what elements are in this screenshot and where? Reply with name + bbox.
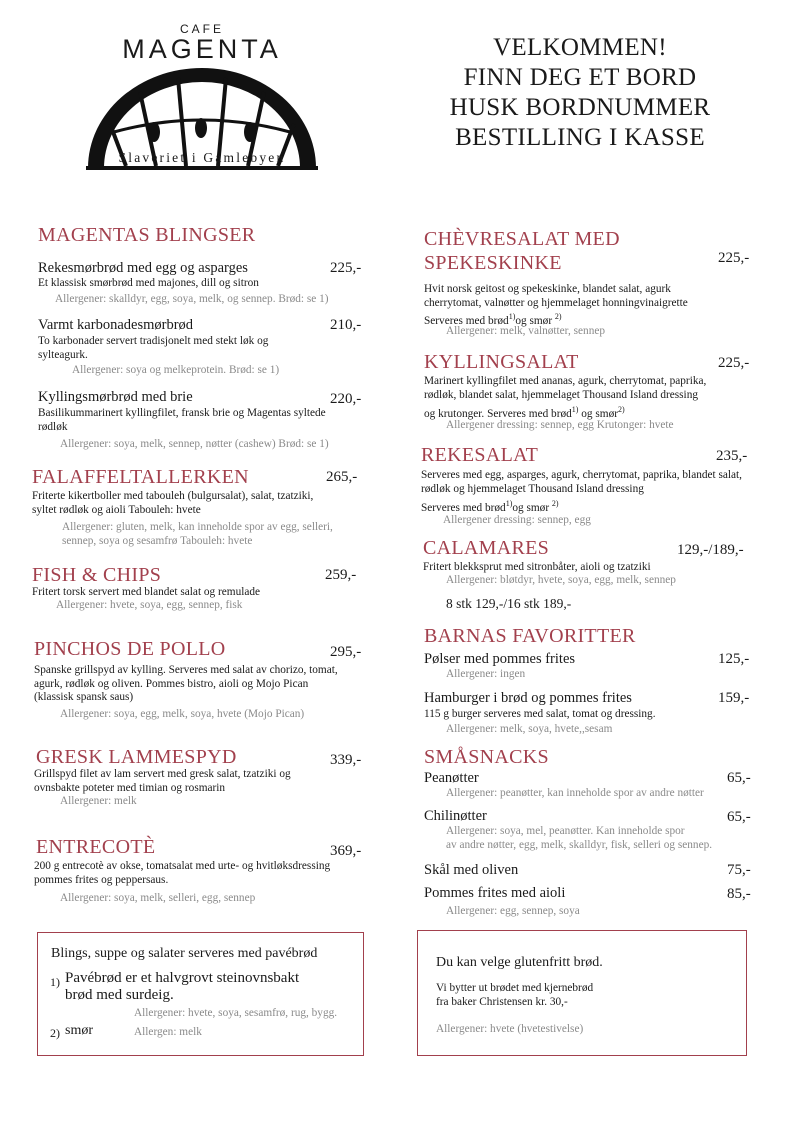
footnote-1-text-b: brød med surdeig. [65, 987, 174, 1003]
item-kyllingsmorbrod: Kyllingsmørbrød med brie [38, 389, 193, 405]
price-kyllingsmorbrod: 220,- [330, 391, 362, 407]
serve-kyllingsalat-butter: og smør [581, 407, 618, 420]
serve-chevresalat-bread: Serveres med brød [424, 314, 509, 327]
glutenfree-title: Du kan velge glutenfritt brød. [436, 955, 603, 970]
desc-rekesalat: Serveres med egg, asparges, agurk, cherrytomat, paprika, blandet salat, rødløk og hjemmelaget Thousand Island dressing [421, 469, 743, 495]
desc-kyllingsmorbrod: Basilikummarinert kyllingfilet, fransk brie og Magentas syltede rødløk [38, 407, 326, 433]
allergen-fish-chips: Allergener: hvete, soya, egg, sennep, fisk [56, 599, 243, 611]
heading-blingser: MAGENTAS BLINGSER [38, 224, 256, 246]
serve-rekesalat-bread: Serveres med brød [421, 501, 506, 514]
glutenfree-line-2: fra baker Christensen kr. 30,- [436, 996, 568, 1008]
footnote-2-ref: 2) [551, 499, 559, 508]
allergen-pinchos: Allergener: soya, egg, melk, soya, hvete (Mojo Pican) [60, 708, 305, 720]
desc-fish-chips: Fritert torsk servert med blandet salat og remulade [32, 586, 261, 598]
serve-chevresalat-butter: og smør [515, 314, 553, 327]
price-pinchos: 295,- [330, 644, 362, 660]
price-falafel: 265,- [326, 469, 358, 485]
allergen-chilinotter-1: Allergener: soya, mel, peanøtter. Kan inneholde spor [446, 825, 685, 837]
allergen-karbonade: Allergener: soya og melkeprotein. Brød: se 1) [72, 364, 280, 376]
price-hamburger: 159,- [718, 690, 750, 706]
glutenfree-allergen: Allergener: hvete (hvetestivelse) [436, 1023, 584, 1035]
allergen-chilinotter-2: av andre nøtter, egg, melk, skalldyr, fisk, selleri og sennep. [446, 839, 713, 851]
heading-chevresalat-line-1: CHÈVRESALAT MED [424, 228, 620, 250]
allergen-rekesalat: Allergener dressing: sennep, egg [443, 514, 591, 526]
desc-entrecote: 200 g entrecotè av okse, tomatsalat med urte- og hvitløksdressing pommes frites og peppersaus. [34, 860, 331, 886]
serve-kyllingsalat-bread: og krutonger. Serveres med brød [424, 407, 572, 420]
desc-chevresalat: Hvit norsk geitost og spekeskinke, blandet salat, agurk cherrytomat, valnøtter og hjemmelaget honningvinaigrette [424, 283, 688, 309]
allergen-hamburger: Allergener: melk, soya, hvete,,sesam [446, 723, 613, 735]
allergen-entrecote: Allergener: soya, melk, selleri, egg, sennep [60, 892, 256, 904]
item-karbonade: Varmt karbonadesmørbrød [38, 317, 194, 333]
allergen-kyllingsmorbrod: Allergener: soya, melk, sennep, nøtter (cashew) Brød: se 1) [60, 438, 329, 450]
price-calamares: 129,-/189,- [677, 542, 744, 558]
welcome-line-2: FINN DEG ET BORD [463, 64, 697, 91]
price-rekesalat: 235,- [716, 448, 748, 464]
allergen-lammespyd: Allergener: melk [60, 795, 137, 807]
heading-falafel: FALAFFELTALLERKEN [32, 466, 249, 488]
allergen-rekesmorbrod: Allergener: skalldyr, egg, soya, melk, og sennep. Brød: se 1) [55, 293, 329, 305]
footnote-1-ref: 1) [505, 499, 513, 508]
item-rekesmorbrod: Rekesmørbrød med egg og asparges [38, 260, 248, 276]
price-chilinotter: 65,- [727, 809, 751, 825]
heading-smasnacks: SMÅSNACKS [424, 746, 549, 768]
allergen-peanotter: Allergener: peanøtter, kan inneholde spor av andre nøtter [446, 787, 704, 799]
logo-cafe: CAFE [179, 22, 224, 36]
footnote-1-number: 1) [50, 975, 60, 989]
welcome-line-3: HUSK BORDNUMMER [449, 94, 711, 121]
welcome-line-4: BESTILLING I KASSE [455, 124, 705, 151]
desc-pinchos: Spanske grillspyd av kylling. Serveres med salat av chorizo, tomat, agurk, rødløk og oliven. Pommes bistro, aioli og Mojo Pican (klassisk spansk saus) [34, 664, 338, 703]
price-peanotter: 65,- [727, 770, 751, 786]
footnote-1-ref: 1) [571, 405, 579, 414]
price-polser: 125,- [718, 651, 750, 667]
allergen-calamares: Allergener: bløtdyr, hvete, soya, egg, melk, sennep [446, 574, 676, 586]
allergen-kyllingsalat: Allergener dressing: sennep, egg Krutonger: hvete [446, 419, 674, 431]
serve-rekesalat [421, 497, 559, 515]
item-polser: Pølser med pommes frites [424, 651, 576, 667]
welcome-line-1: VELKOMMEN! [493, 34, 667, 61]
logo [72, 22, 332, 172]
price-lammespyd: 339,- [330, 752, 362, 768]
glutenfree-box [417, 930, 747, 1056]
price-oliven: 75,- [727, 862, 751, 878]
footnote-2-allergen: Allergen: melk [134, 1026, 202, 1038]
calamares-sizes: 8 stk 129,-/16 stk 189,- [446, 596, 572, 611]
heading-calamares: CALAMARES [423, 537, 550, 559]
item-oliven: Skål med oliven [424, 862, 519, 878]
desc-lammespyd: Grillspyd filet av lam servert med gresk salat, tzatziki og ovnsbakte poteter med timian og rosmarin [34, 768, 291, 794]
glutenfree-line-1: Vi bytter ut brødet med kjernebrød [436, 982, 594, 994]
desc-hamburger: 115 g burger serveres med salat, tomat og dressing. [424, 708, 656, 720]
item-hamburger: Hamburger i brød og pommes frites [424, 690, 632, 706]
heading-rekesalat: REKESALAT [421, 444, 539, 466]
bread-info-box [37, 932, 364, 1056]
allergen-chevresalat: Allergener: melk, valnøtter, sennep [446, 325, 606, 337]
footnote-1-allergen: Allergener: hvete, soya, sesamfrø, rug, bygg. [134, 1007, 338, 1019]
item-pommes-aioli: Pommes frites med aioli [424, 885, 566, 901]
logo-tagline: Slaveriet i Gamlebyen [118, 150, 286, 165]
heading-fish-chips: FISH & CHIPS [32, 564, 162, 586]
price-karbonade: 210,- [330, 317, 362, 333]
price-pommes-aioli: 85,- [727, 886, 751, 902]
price-kyllingsalat: 225,- [718, 355, 750, 371]
footnote-2-ref: 2) [554, 312, 562, 321]
price-fish-chips: 259,- [325, 567, 357, 583]
item-chilinotter: Chilinøtter [424, 808, 487, 824]
footnote-2-number: 2) [50, 1026, 60, 1040]
footnote-1-text-a: Pavébrød er et halvgrovt steinovnsbakt [65, 970, 300, 986]
heading-pinchos: PINCHOS DE POLLO [34, 638, 226, 660]
footnote-2-text: smør [65, 1023, 93, 1038]
item-peanotter: Peanøtter [424, 770, 479, 786]
footnote-1-ref: 1) [508, 312, 516, 321]
heading-barnas-favoritter: BARNAS FAVORITTER [424, 625, 636, 647]
desc-karbonade: To karbonader servert tradisjonelt med stekt løk og sylteagurk. [38, 335, 269, 361]
footnote-2-ref: 2) [617, 405, 625, 414]
welcome-block [420, 33, 740, 153]
serve-rekesalat-butter: og smør [512, 501, 550, 514]
heading-entrecote: ENTRECOTÈ [36, 836, 156, 858]
desc-rekesmorbrod: Et klassisk smørbrød med majones, dill og sitron [38, 277, 259, 289]
price-entrecote: 369,- [330, 843, 362, 859]
desc-falafel: Friterte kikertboller med tabouleh (bulgursalat), salat, tzatziki, syltet rødløk og aioli Tabouleh: hvete [32, 490, 314, 516]
desc-calamares: Fritert blekksprut med sitronbåter, aioli og tzatziki [423, 561, 651, 573]
allergen-polser: Allergener: ingen [446, 668, 526, 680]
heading-chevresalat-line-2: SPEKESKINKE [424, 252, 562, 274]
heading-kyllingsalat: KYLLINGSALAT [424, 351, 579, 373]
heading-chevresalat [424, 227, 620, 275]
allergen-falafel: Allergener: gluten, melk, kan inneholde spor av egg, selleri, sennep, soya og sesamfrø Tabouleh: hvete [62, 521, 333, 547]
allergen-pommes-aioli: Allergener: egg, sennep, soya [446, 905, 580, 917]
price-rekesmorbrod: 225,- [330, 260, 362, 276]
bread-info-title: Blings, suppe og salater serveres med pavébrød [51, 946, 318, 961]
desc-kyllingsalat: Marinert kyllingfilet med ananas, agurk, cherrytomat, paprika, rødløk, blandet salat, hjemmelaget Thousand Island dressing [424, 375, 707, 401]
price-chevresalat: 225,- [718, 250, 750, 266]
logo-name: MAGENTA [122, 34, 282, 64]
heading-lammespyd: GRESK LAMMESPYD [36, 746, 237, 768]
